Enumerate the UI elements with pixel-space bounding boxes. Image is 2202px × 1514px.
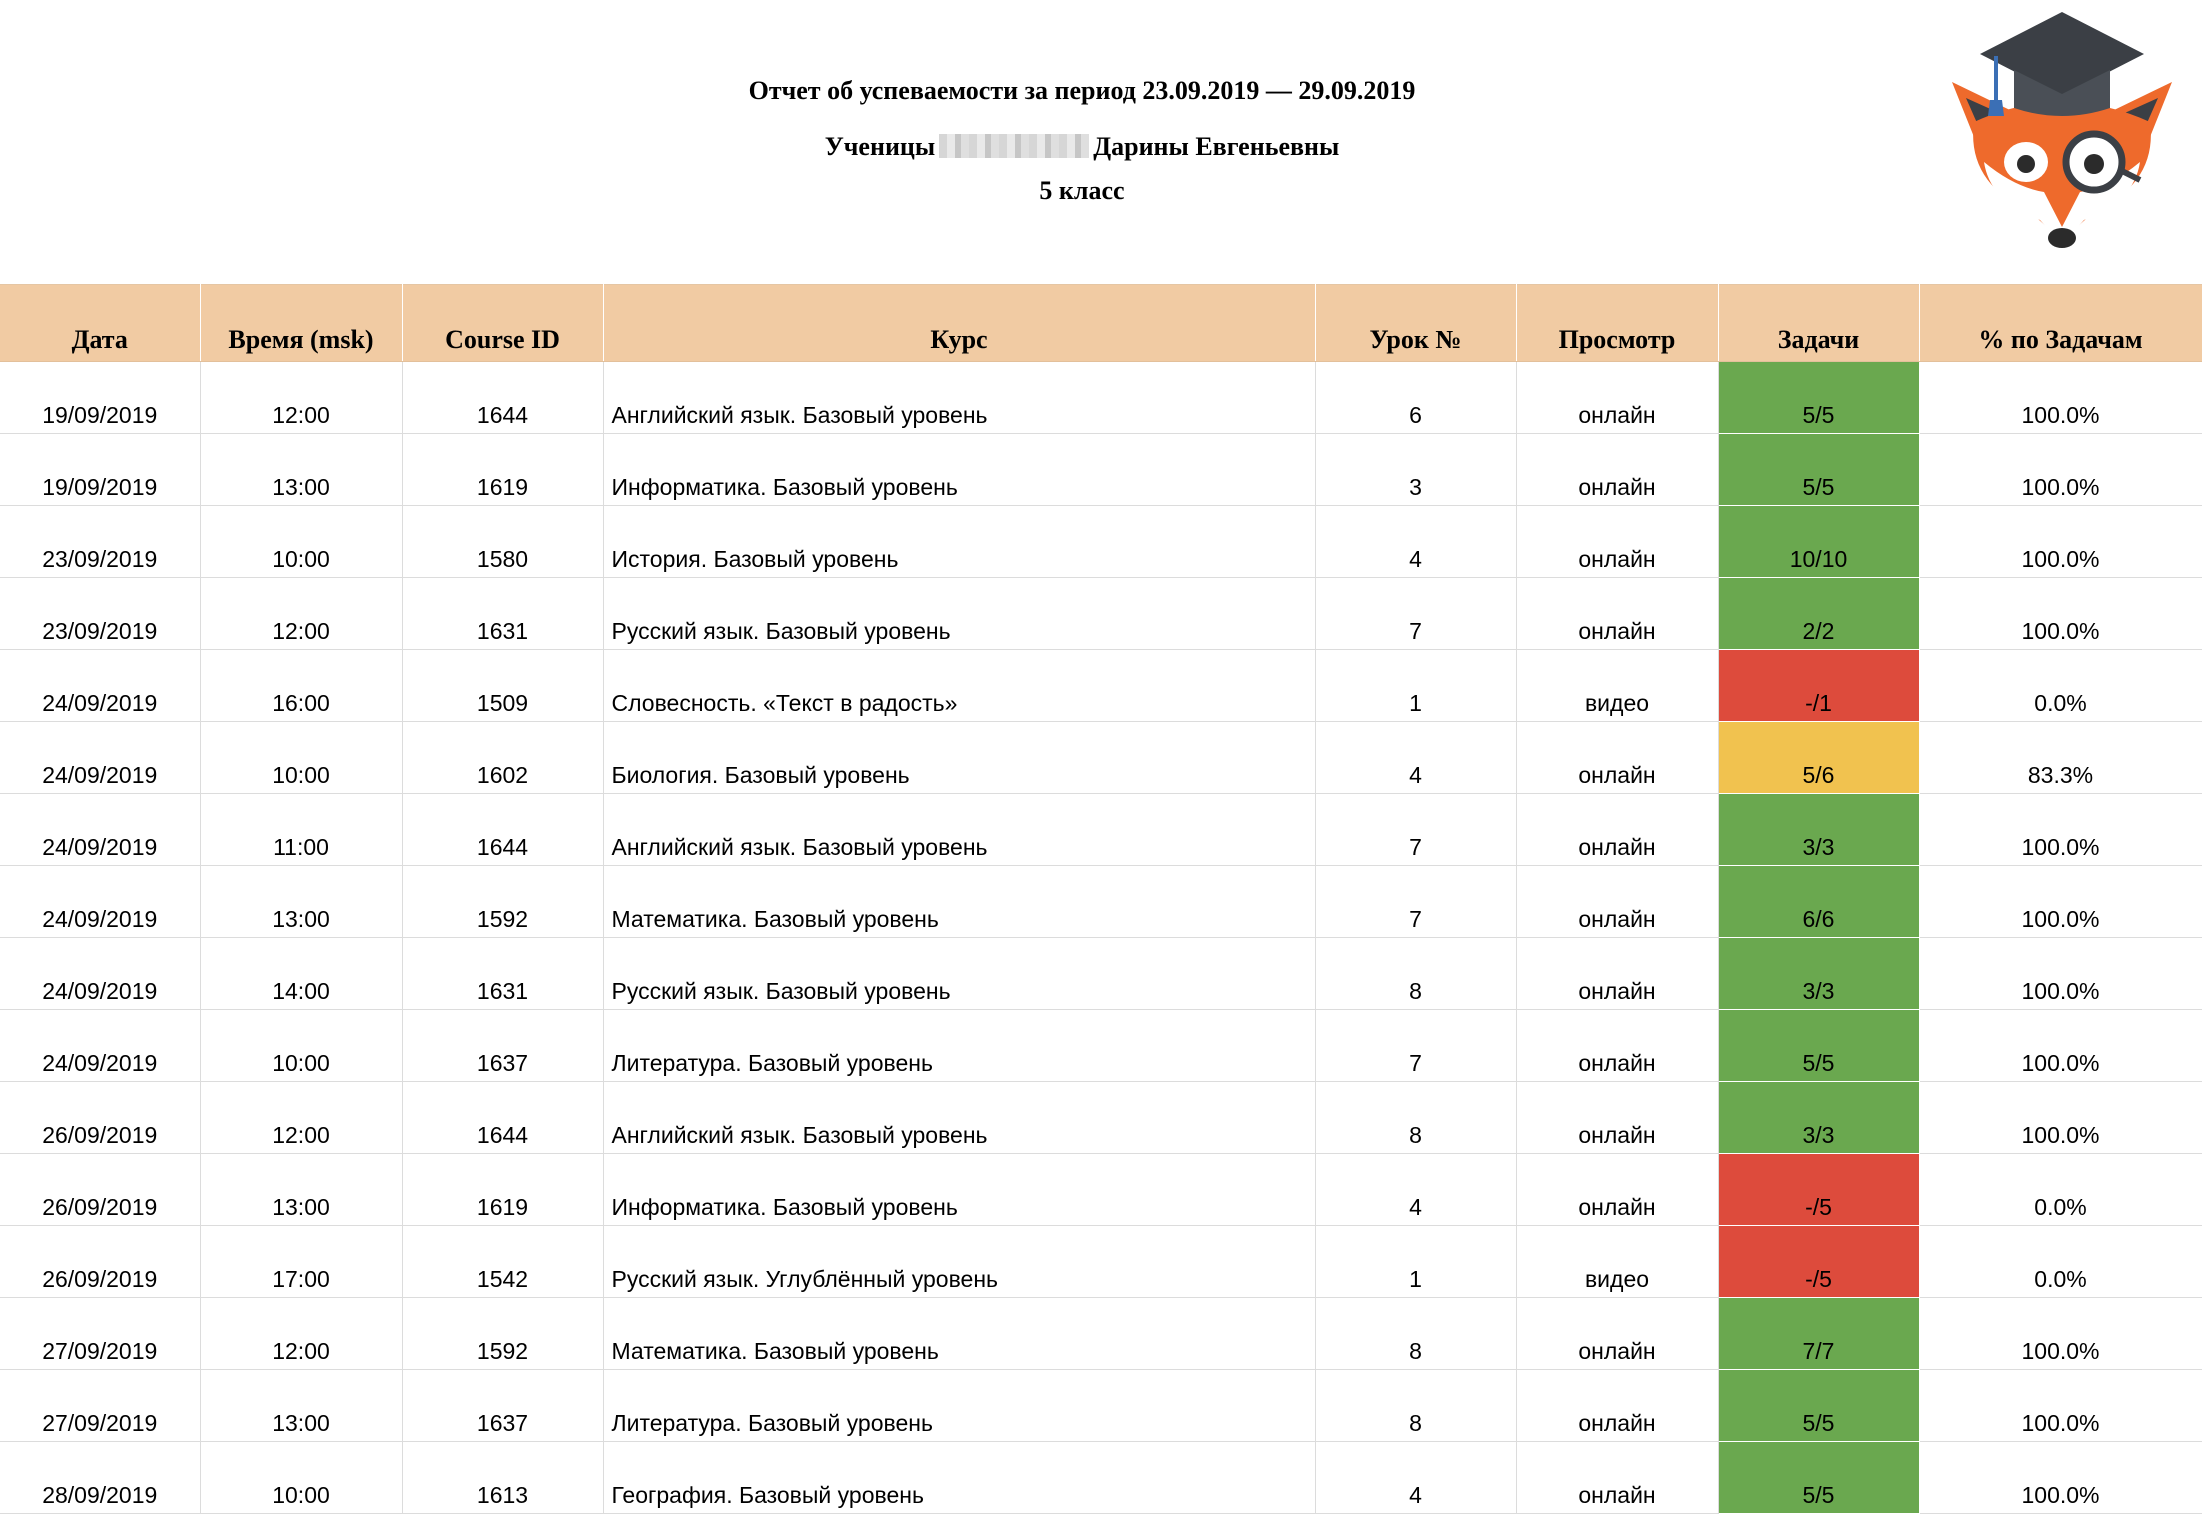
cell-view: онлайн (1516, 1010, 1718, 1082)
cell-date: 28/09/2019 (0, 1442, 200, 1514)
cell-view: онлайн (1516, 362, 1718, 434)
cell-lesson: 4 (1315, 506, 1516, 578)
cell-percent: 100.0% (1919, 866, 2202, 938)
cell-time: 14:00 (200, 938, 402, 1010)
cell-lesson: 8 (1315, 1082, 1516, 1154)
student-line (0, 132, 2164, 162)
cell-course-id: 1509 (402, 650, 603, 722)
cell-view: онлайн (1516, 1442, 1718, 1514)
cell-time: 13:00 (200, 1370, 402, 1442)
cell-percent: 0.0% (1919, 1226, 2202, 1298)
cell-lesson: 1 (1315, 1226, 1516, 1298)
cell-view: онлайн (1516, 1082, 1718, 1154)
cell-date: 23/09/2019 (0, 578, 200, 650)
cell-view: видео (1516, 1226, 1718, 1298)
cell-view: онлайн (1516, 866, 1718, 938)
cell-tasks: -/5 (1718, 1226, 1919, 1298)
table-row (0, 938, 2202, 1010)
cell-course: Русский язык. Базовый уровень (603, 938, 1315, 1010)
table-row (0, 866, 2202, 938)
cell-course: Английский язык. Базовый уровень (603, 1082, 1315, 1154)
student-grade: 5 класс (1039, 176, 1125, 205)
cell-course: Русский язык. Базовый уровень (603, 578, 1315, 650)
cell-course: Литература. Базовый уровень (603, 1010, 1315, 1082)
cell-lesson: 8 (1315, 1370, 1516, 1442)
cell-tasks: 5/5 (1718, 434, 1919, 506)
cell-course-id: 1644 (402, 794, 603, 866)
cell-tasks: 5/5 (1718, 362, 1919, 434)
cell-percent: 100.0% (1919, 1010, 2202, 1082)
cell-time: 11:00 (200, 794, 402, 866)
cell-lesson: 6 (1315, 362, 1516, 434)
column-header-lesson: Урок № (1315, 285, 1516, 362)
cell-date: 23/09/2019 (0, 506, 200, 578)
cell-date: 27/09/2019 (0, 1298, 200, 1370)
table-row (0, 794, 2202, 866)
cell-tasks: 7/7 (1718, 1298, 1919, 1370)
cell-tasks: 3/3 (1718, 1082, 1919, 1154)
table-row (0, 362, 2202, 434)
cell-percent: 0.0% (1919, 650, 2202, 722)
progress-table (0, 284, 2202, 1514)
cell-time: 12:00 (200, 1298, 402, 1370)
redacted-surname (939, 134, 1089, 158)
cell-course: Русский язык. Углублённый уровень (603, 1226, 1315, 1298)
cell-course-id: 1631 (402, 578, 603, 650)
cell-lesson: 8 (1315, 1298, 1516, 1370)
cell-course: Информатика. Базовый уровень (603, 1154, 1315, 1226)
cell-date: 27/09/2019 (0, 1370, 200, 1442)
table-row (0, 1154, 2202, 1226)
column-header-tasks: Задачи (1718, 285, 1919, 362)
cell-tasks: 3/3 (1718, 794, 1919, 866)
cell-date: 26/09/2019 (0, 1082, 200, 1154)
cell-date: 24/09/2019 (0, 794, 200, 866)
cell-tasks: -/5 (1718, 1154, 1919, 1226)
cell-lesson: 8 (1315, 938, 1516, 1010)
cell-view: онлайн (1516, 1370, 1718, 1442)
table-header-row (0, 285, 2202, 362)
column-header-course: Курс (603, 285, 1315, 362)
table-row (0, 1370, 2202, 1442)
cell-date: 24/09/2019 (0, 938, 200, 1010)
table-row (0, 578, 2202, 650)
cell-view: онлайн (1516, 722, 1718, 794)
cell-lesson: 7 (1315, 866, 1516, 938)
cell-course: Литература. Базовый уровень (603, 1370, 1315, 1442)
student-name: Дарины Евгеньевны (1093, 132, 1340, 161)
cell-date: 24/09/2019 (0, 866, 200, 938)
cell-percent: 100.0% (1919, 434, 2202, 506)
cell-time: 13:00 (200, 434, 402, 506)
cell-course: Английский язык. Базовый уровень (603, 362, 1315, 434)
column-header-percent: % по Задачам (1919, 285, 2202, 362)
cell-time: 10:00 (200, 1442, 402, 1514)
cell-date: 24/09/2019 (0, 1010, 200, 1082)
table-row (0, 1298, 2202, 1370)
cell-percent: 100.0% (1919, 578, 2202, 650)
cell-view: онлайн (1516, 578, 1718, 650)
cell-lesson: 1 (1315, 650, 1516, 722)
cell-percent: 100.0% (1919, 1442, 2202, 1514)
cell-tasks: 5/5 (1718, 1010, 1919, 1082)
cell-tasks: 6/6 (1718, 866, 1919, 938)
cell-percent: 100.0% (1919, 938, 2202, 1010)
column-header-date: Дата (0, 285, 200, 362)
cell-lesson: 7 (1315, 1010, 1516, 1082)
cell-date: 24/09/2019 (0, 650, 200, 722)
cell-percent: 83.3% (1919, 722, 2202, 794)
cell-course: География. Базовый уровень (603, 1442, 1315, 1514)
cell-time: 13:00 (200, 866, 402, 938)
cell-percent: 100.0% (1919, 506, 2202, 578)
cell-course: Математика. Базовый уровень (603, 1298, 1315, 1370)
cell-time: 17:00 (200, 1226, 402, 1298)
cell-view: онлайн (1516, 938, 1718, 1010)
cell-course-id: 1592 (402, 866, 603, 938)
table-body (0, 362, 2202, 1514)
cell-percent: 100.0% (1919, 362, 2202, 434)
cell-tasks: 5/5 (1718, 1370, 1919, 1442)
table-row (0, 506, 2202, 578)
cell-course: Биология. Базовый уровень (603, 722, 1315, 794)
table-row (0, 1082, 2202, 1154)
cell-course-id: 1637 (402, 1010, 603, 1082)
cell-view: онлайн (1516, 1298, 1718, 1370)
cell-date: 19/09/2019 (0, 362, 200, 434)
report-title: Отчет об успеваемости за период 23.09.2019 — 29.09.2019 (748, 76, 1416, 105)
column-header-time: Время (msk) (200, 285, 402, 362)
cell-course: Словесность. «Текст в радость» (603, 650, 1315, 722)
cell-tasks: 3/3 (1718, 938, 1919, 1010)
cell-tasks: 5/6 (1718, 722, 1919, 794)
cell-percent: 100.0% (1919, 1082, 2202, 1154)
cell-date: 26/09/2019 (0, 1226, 200, 1298)
table-row (0, 1442, 2202, 1514)
column-header-view: Просмотр (1516, 285, 1718, 362)
cell-time: 12:00 (200, 578, 402, 650)
cell-course-id: 1619 (402, 1154, 603, 1226)
fox-graduate-logo-icon (1944, 12, 2180, 252)
table-row (0, 1226, 2202, 1298)
cell-lesson: 4 (1315, 1442, 1516, 1514)
cell-course-id: 1542 (402, 1226, 603, 1298)
cell-course-id: 1631 (402, 938, 603, 1010)
cell-view: онлайн (1516, 794, 1718, 866)
cell-tasks: -/1 (1718, 650, 1919, 722)
cell-course-id: 1580 (402, 506, 603, 578)
cell-course-id: 1637 (402, 1370, 603, 1442)
cell-lesson: 7 (1315, 794, 1516, 866)
cell-lesson: 4 (1315, 722, 1516, 794)
cell-course: Английский язык. Базовый уровень (603, 794, 1315, 866)
cell-tasks: 2/2 (1718, 578, 1919, 650)
column-header-course-id: Course ID (402, 285, 603, 362)
cell-course-id: 1592 (402, 1298, 603, 1370)
cell-view: онлайн (1516, 1154, 1718, 1226)
cell-date: 24/09/2019 (0, 722, 200, 794)
cell-time: 10:00 (200, 722, 402, 794)
cell-tasks: 5/5 (1718, 1442, 1919, 1514)
cell-date: 19/09/2019 (0, 434, 200, 506)
cell-date: 26/09/2019 (0, 1154, 200, 1226)
student-prefix: Ученицы (824, 132, 936, 161)
cell-time: 16:00 (200, 650, 402, 722)
cell-time: 12:00 (200, 362, 402, 434)
cell-course-id: 1619 (402, 434, 603, 506)
cell-percent: 100.0% (1919, 794, 2202, 866)
cell-lesson: 3 (1315, 434, 1516, 506)
cell-percent: 100.0% (1919, 1370, 2202, 1442)
cell-time: 13:00 (200, 1154, 402, 1226)
cell-lesson: 7 (1315, 578, 1516, 650)
cell-percent: 0.0% (1919, 1154, 2202, 1226)
cell-percent: 100.0% (1919, 1298, 2202, 1370)
cell-course-id: 1644 (402, 1082, 603, 1154)
cell-course-id: 1613 (402, 1442, 603, 1514)
cell-view: онлайн (1516, 506, 1718, 578)
cell-course: Информатика. Базовый уровень (603, 434, 1315, 506)
cell-view: онлайн (1516, 434, 1718, 506)
table-row (0, 434, 2202, 506)
table-row (0, 722, 2202, 794)
cell-time: 10:00 (200, 1010, 402, 1082)
cell-time: 10:00 (200, 506, 402, 578)
table-row (0, 1010, 2202, 1082)
cell-tasks: 10/10 (1718, 506, 1919, 578)
table-row (0, 650, 2202, 722)
cell-course-id: 1602 (402, 722, 603, 794)
cell-lesson: 4 (1315, 1154, 1516, 1226)
cell-time: 12:00 (200, 1082, 402, 1154)
cell-course-id: 1644 (402, 362, 603, 434)
cell-view: видео (1516, 650, 1718, 722)
cell-course: Математика. Базовый уровень (603, 866, 1315, 938)
cell-course: История. Базовый уровень (603, 506, 1315, 578)
